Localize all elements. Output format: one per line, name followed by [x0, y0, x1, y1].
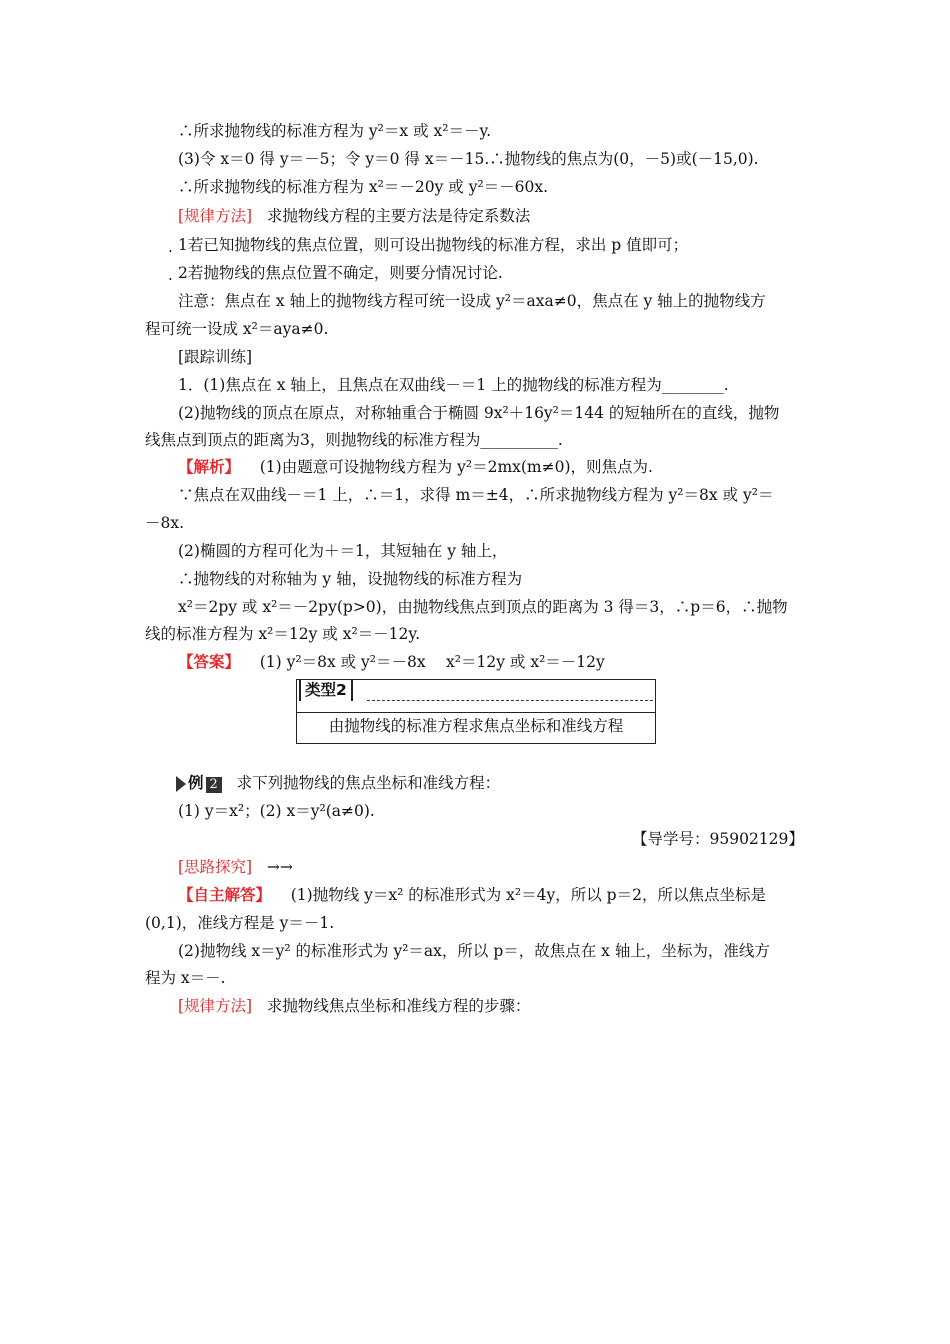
method-tag: [规律方法] — [178, 997, 253, 1015]
type-title: 由抛物线的标准方程求焦点坐标和准线方程 — [328, 717, 624, 735]
bullet-dot: . — [168, 266, 173, 284]
text-line: (1) y＝x²；(2) x＝y²(a≠0). — [178, 802, 375, 820]
text-line: ∵焦点在双曲线－＝1 上，∴＝1，求得 m＝±4，∴所求抛物线方程为 y²＝8x 或 y²＝ — [178, 486, 774, 504]
text-line: 1．(1)焦点在 x 轴上，且焦点在双曲线－＝1 上的抛物线的标准方程为________. — [178, 376, 729, 394]
idea-heading — [178, 856, 293, 878]
solution-tag: 【解析】 — [178, 457, 241, 476]
text-line: 2若抛物线的焦点位置不确定，则要分情况讨论. — [178, 264, 503, 282]
bullet-dot: . — [168, 238, 173, 256]
text-line: x²＝2py 或 x²＝－2py(p>0)，由抛物线焦点到顶点的距离为 3 得＝3，∴p＝6，∴抛物 — [178, 598, 788, 616]
text-line: 程可统一设成 x²＝aya≠0. — [145, 320, 329, 338]
solution-heading — [178, 456, 653, 478]
text-line: 程为 x＝－. — [145, 969, 226, 987]
example-text: 求下列抛物线的焦点坐标和准线方程： — [236, 774, 501, 792]
text-line: (0,1)，准线方程是 y＝－1. — [145, 914, 335, 932]
section-heading: [跟踪训练] — [178, 348, 253, 366]
example-heading — [176, 772, 500, 794]
method-heading — [178, 205, 530, 227]
text-line: (3)令 x＝0 得 y＝－5；令 y＝0 得 x＝－15.∴抛物线的焦点为(0，－5)或(－15,0). — [178, 150, 759, 168]
text-line: 线焦点到顶点的距离为3，则抛物线的标准方程为__________. — [145, 431, 563, 449]
example-label: 例 — [188, 774, 204, 792]
text-line: 线的标准方程为 x²＝12y 或 x²＝－12y. — [145, 625, 421, 643]
type-box — [296, 679, 656, 744]
dashed-rule — [367, 700, 653, 701]
solution-text: (1)由题意可设抛物线方程为 y²＝2mx(m≠0)，则焦点为. — [259, 458, 653, 476]
self-solution-heading — [178, 884, 766, 906]
method-heading — [178, 995, 530, 1017]
text-line: (2)椭圆的方程可化为＋＝1，其短轴在 y 轴上， — [178, 542, 508, 560]
method-text: 求抛物线方程的主要方法是待定系数法 — [266, 207, 531, 225]
box-divider — [297, 712, 655, 713]
triangle-icon — [176, 776, 186, 792]
idea-tag: [思路探究] — [178, 858, 253, 876]
type-label: 类型2 — [299, 679, 353, 701]
self-tag: 【自主解答】 — [178, 885, 272, 904]
answer-tag: 【答案】 — [178, 652, 241, 671]
text-line: ∴抛物线的对称轴为 y 轴，设抛物线的标准方程为 — [178, 570, 523, 588]
self-text: (1)抛物线 y＝x² 的标准形式为 x²＝4y，所以 p＝2，所以焦点坐标是 — [290, 886, 766, 904]
arrows-icon: →→ — [266, 858, 293, 876]
text-line: －8x. — [145, 514, 185, 532]
text-line: ∴所求抛物线的标准方程为 x²＝－20y 或 y²＝－60x. — [178, 178, 549, 196]
text-line: 注意：焦点在 x 轴上的抛物线方程可统一设成 y²＝axa≠0，焦点在 y 轴上的抛物线方 — [178, 292, 766, 310]
example-number: 2 — [206, 777, 222, 793]
text-line: (2)抛物线的顶点在原点，对称轴重合于椭圆 9x²＋16y²＝144 的短轴所在的直线，抛物 — [178, 404, 780, 422]
text-line: 1若已知抛物线的焦点位置，则可设出抛物线的标准方程，求出 p 值即可； — [178, 236, 689, 254]
text-line: ∴所求抛物线的标准方程为 y²＝x 或 x²＝－y. — [178, 122, 492, 140]
method-text: 求抛物线焦点坐标和准线方程的步骤： — [266, 997, 531, 1015]
text-line: (2)抛物线 x＝y² 的标准形式为 y²＝ax，所以 p＝，故焦点在 x 轴上，坐标为，准线方 — [178, 942, 770, 960]
guide-number: 【导学号：95902129】 — [632, 830, 804, 848]
method-tag: [规律方法] — [178, 207, 253, 225]
answer-line — [178, 651, 605, 673]
answer-text: (1) y²＝8x 或 y²＝－8x x²＝12y 或 x²＝－12y — [259, 653, 605, 671]
